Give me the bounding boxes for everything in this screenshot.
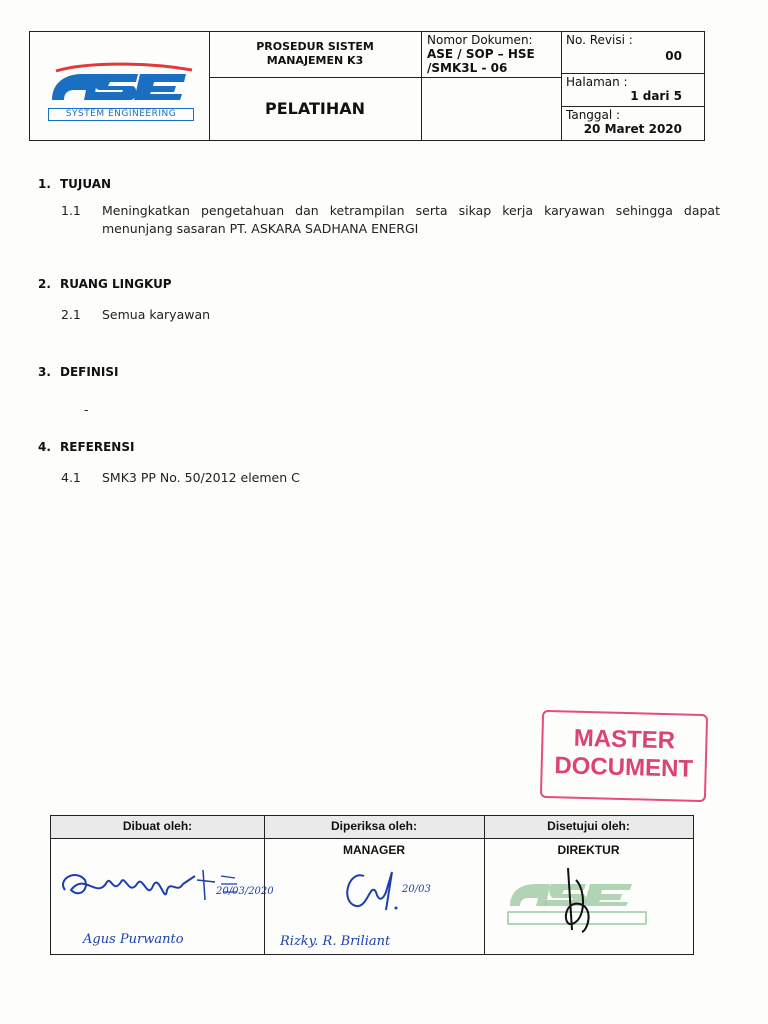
- item-number: 4.1: [61, 470, 81, 485]
- made-by-name: Agus Purwanto: [83, 932, 184, 947]
- revision-value: 00: [665, 49, 682, 63]
- system-title-line1: PROSEDUR SISTEM: [256, 40, 374, 53]
- section-heading: [38, 365, 118, 379]
- section-heading: [38, 440, 134, 454]
- document-header-table: [29, 31, 705, 141]
- made-by-date: 20/03/2020: [216, 886, 274, 897]
- item-text-line2: menunjang sasaran PT. ASKARA SADHANA ENERGI: [102, 221, 419, 236]
- section-number: 2.: [38, 277, 51, 291]
- approved-by-column: [484, 816, 693, 954]
- company-logo-icon: [46, 60, 196, 108]
- logo-subtitle: SYSTEM ENGINEERING: [48, 108, 194, 121]
- item-text-line1: Meningkatkan pengetahuan dan ketrampilan serta sikap kerja karyawan sehingga dapat: [102, 203, 720, 218]
- document-title: PELATIHAN: [264, 99, 366, 118]
- item-dash: -: [84, 402, 89, 417]
- checked-by-label: Diperiksa oleh:: [330, 819, 418, 833]
- checked-role: MANAGER: [343, 843, 405, 857]
- section-tujuan: [38, 177, 111, 191]
- checked-by-date: 20/03: [402, 884, 431, 895]
- doc-number-cell: [421, 32, 562, 140]
- list-item: [61, 469, 461, 489]
- section-title: DEFINISI: [60, 365, 119, 379]
- page-label: Halaman :: [566, 75, 628, 89]
- revision-label: No. Revisi :: [566, 33, 633, 47]
- system-title: [209, 32, 421, 78]
- section-heading: [38, 277, 172, 291]
- made-by-column: [51, 816, 274, 954]
- section-title: RUANG LINGKUP: [60, 277, 172, 291]
- section-number: 3.: [38, 365, 51, 379]
- section-number: 1.: [38, 177, 51, 191]
- section-title: REFERENSI: [60, 440, 135, 454]
- checked-by-name: Rizky. R. Briliant: [280, 934, 391, 949]
- date-box: [561, 107, 705, 140]
- list-item: [61, 202, 721, 240]
- revision-box: [561, 32, 705, 74]
- section-title: TUJUAN: [60, 177, 112, 191]
- made-by-label: Dibuat oleh:: [122, 819, 193, 833]
- section-ruang-lingkup: [38, 277, 172, 291]
- system-title-line2: MANAJEMEN K3: [266, 54, 364, 67]
- checked-by-column: [264, 816, 485, 954]
- section-number: 4.: [38, 440, 51, 454]
- section-heading: [38, 177, 111, 191]
- signature-table: [50, 815, 694, 955]
- section-definisi: [38, 365, 118, 379]
- logo-cell: [30, 32, 210, 140]
- page-box: [561, 74, 705, 107]
- date-value: 20 Maret 2020: [583, 122, 682, 136]
- approved-by-label: Disetujui oleh:: [547, 819, 630, 833]
- doc-number-line2: /SMK3L - 06: [427, 61, 508, 75]
- list-item: [61, 306, 461, 326]
- stamp-line2: DOCUMENT: [554, 752, 694, 783]
- item-text: Semua karyawan: [102, 307, 211, 322]
- section-referensi: [38, 440, 134, 454]
- doc-number-line1: ASE / SOP – HSE: [427, 47, 535, 61]
- company-seal-icon: [502, 860, 652, 940]
- title-cell: [209, 32, 422, 140]
- master-document-stamp: [540, 710, 708, 802]
- item-number: 1.1: [61, 203, 81, 218]
- date-label: Tanggal :: [566, 108, 621, 122]
- page-value: 1 dari 5: [630, 89, 682, 103]
- item-text: SMK3 PP No. 50/2012 elemen C: [102, 470, 300, 485]
- item-number: 2.1: [61, 307, 81, 322]
- approved-role: DIREKTUR: [557, 843, 620, 857]
- stamp-line1: MASTER: [573, 724, 676, 755]
- doc-number-label: Nomor Dokumen:: [427, 33, 533, 47]
- revision-cell: [561, 32, 706, 140]
- list-item: [84, 401, 124, 421]
